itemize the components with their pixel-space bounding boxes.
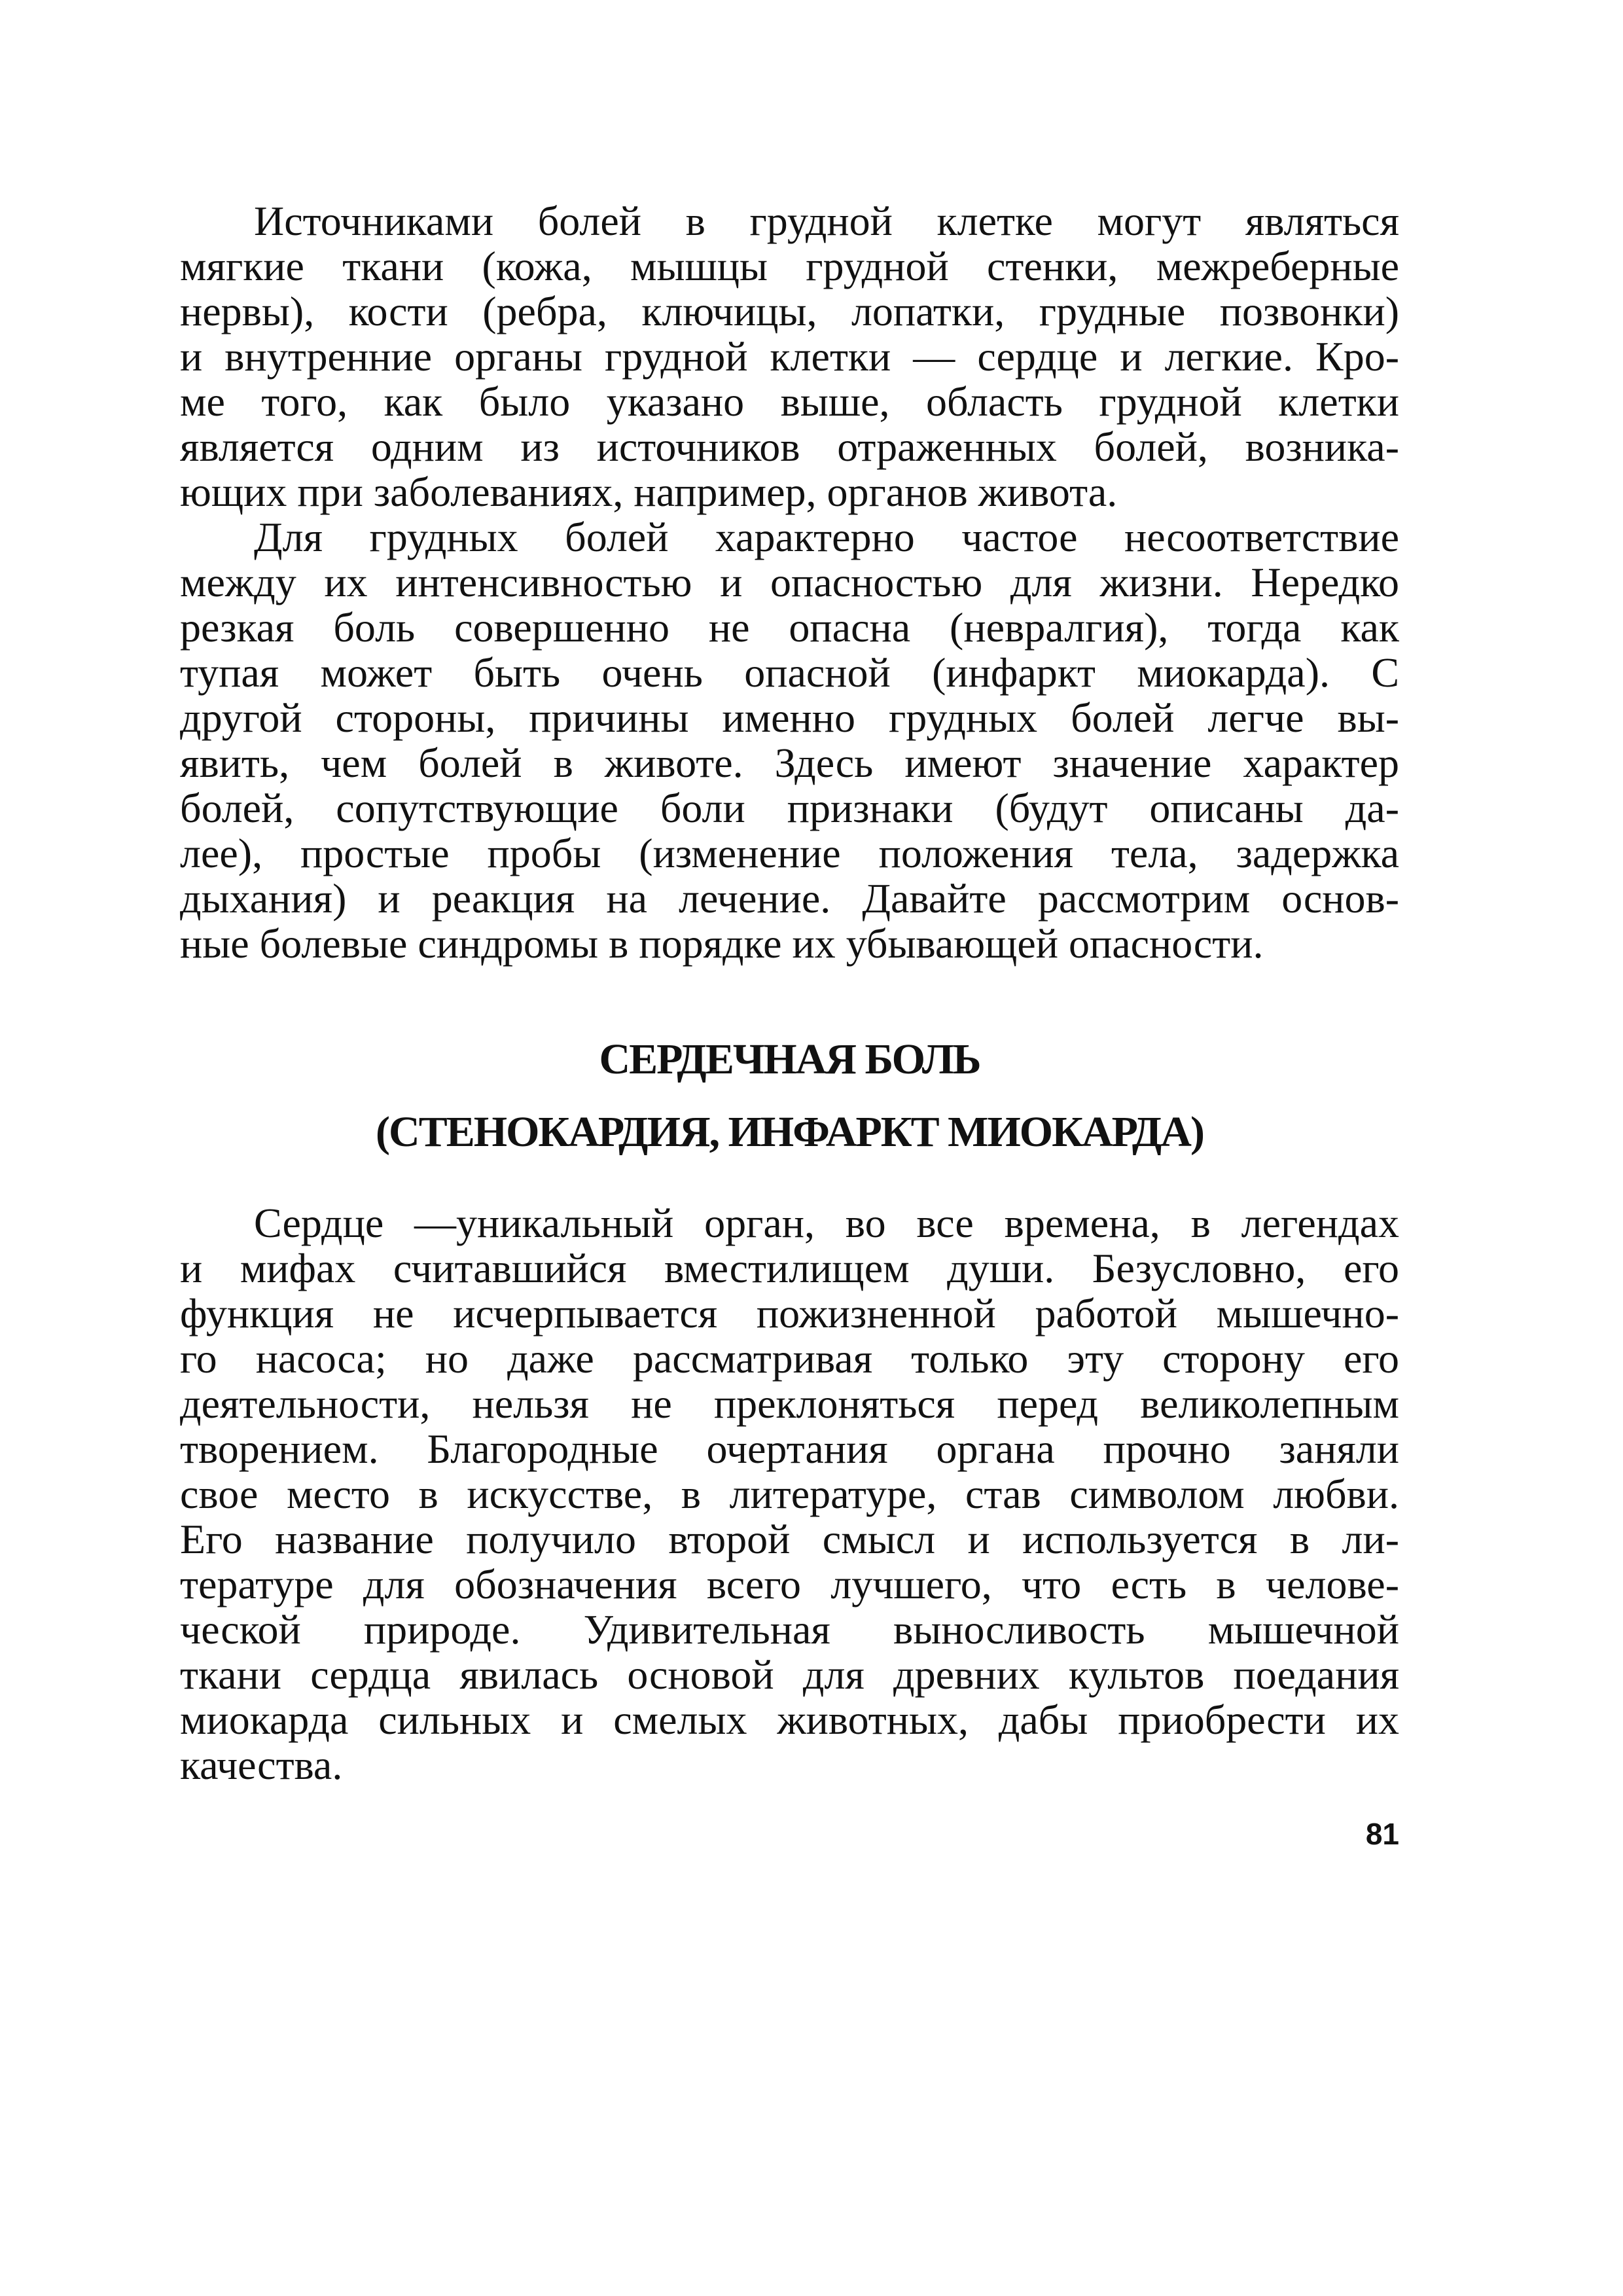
text-line: явить, чем болей в животе. Здесь имеют значение характер (180, 740, 1399, 786)
text-line: Источниками болей в грудной клетке могут являться (254, 198, 1399, 244)
page-number: 81 (1365, 1817, 1399, 1851)
text-line: и внутренние органы грудной клетки — сердце и легкие. Кро- (180, 333, 1399, 380)
text-line: Сердце —уникальный орган, во все времена, в легендах (254, 1200, 1399, 1246)
text-line: мягкие ткани (кожа, мышцы грудной стенки, межреберные (180, 243, 1399, 289)
text-line: между их интенсивностью и опасностью для жизни. Нередко (180, 559, 1399, 605)
text-line: тупая может быть очень опасной (инфаркт миокарда). С (180, 649, 1399, 696)
section-heading-line-1: СЕРДЕЧНАЯ БОЛЬ (599, 1035, 980, 1083)
text-line: болей, сопутствующие боли признаки (будут описаны да- (180, 785, 1399, 831)
text-line: функция не исчерпывается пожизненной работой мышечно- (180, 1290, 1399, 1336)
text-line: является одним из источников отраженных болей, возника- (180, 423, 1399, 470)
text-line: свое место в искусстве, в литературе, став символом любви. (180, 1471, 1399, 1517)
text-line: ные болевые синдромы в порядке их убывающей опасности. (180, 920, 1264, 967)
text-line: тературе для обозначения всего лучшего, что есть в челове- (180, 1561, 1399, 1607)
text-line: Для грудных болей характерно частое несоответствие (254, 514, 1399, 560)
text-line: го насоса; но даже рассматривая только эту сторону его (180, 1335, 1399, 1382)
text-line: качества. (180, 1742, 343, 1788)
text-line: ткани сердца явилась основой для древних культов поедания (180, 1651, 1399, 1698)
text-line: ющих при заболеваниях, например, органов живота. (180, 469, 1118, 515)
text-line: и мифах считавшийся вместилищем души. Безусловно, его (180, 1245, 1399, 1291)
text-line: ческой природе. Удивительная выносливость мышечной (180, 1606, 1399, 1653)
text-line: творением. Благородные очертания органа прочно заняли (180, 1426, 1399, 1472)
section-heading-line-2: (СТЕНОКАРДИЯ, ИНФАРКТ МИОКАРДА) (376, 1108, 1204, 1156)
text-line: другой стороны, причины именно грудных болей легче вы- (180, 694, 1399, 741)
text-line: лее), простые пробы (изменение положения тела, задержка (180, 830, 1399, 876)
text-line: миокарда сильных и смелых животных, дабы приобрести их (180, 1696, 1399, 1743)
text-line: Его название получило второй смысл и используется в ли- (180, 1516, 1399, 1562)
text-line: деятельности, нельзя не преклоняться перед великолепным (180, 1380, 1399, 1427)
text-line: дыхания) и реакция на лечение. Давайте рассмотрим основ- (180, 875, 1399, 922)
text-line: ме того, как было указано выше, область грудной клетки (180, 378, 1399, 425)
text-line: нервы), кости (ребра, ключицы, лопатки, грудные позвонки) (180, 288, 1399, 334)
text-line: резкая боль совершенно не опасна (невралгия), тогда как (180, 604, 1399, 651)
